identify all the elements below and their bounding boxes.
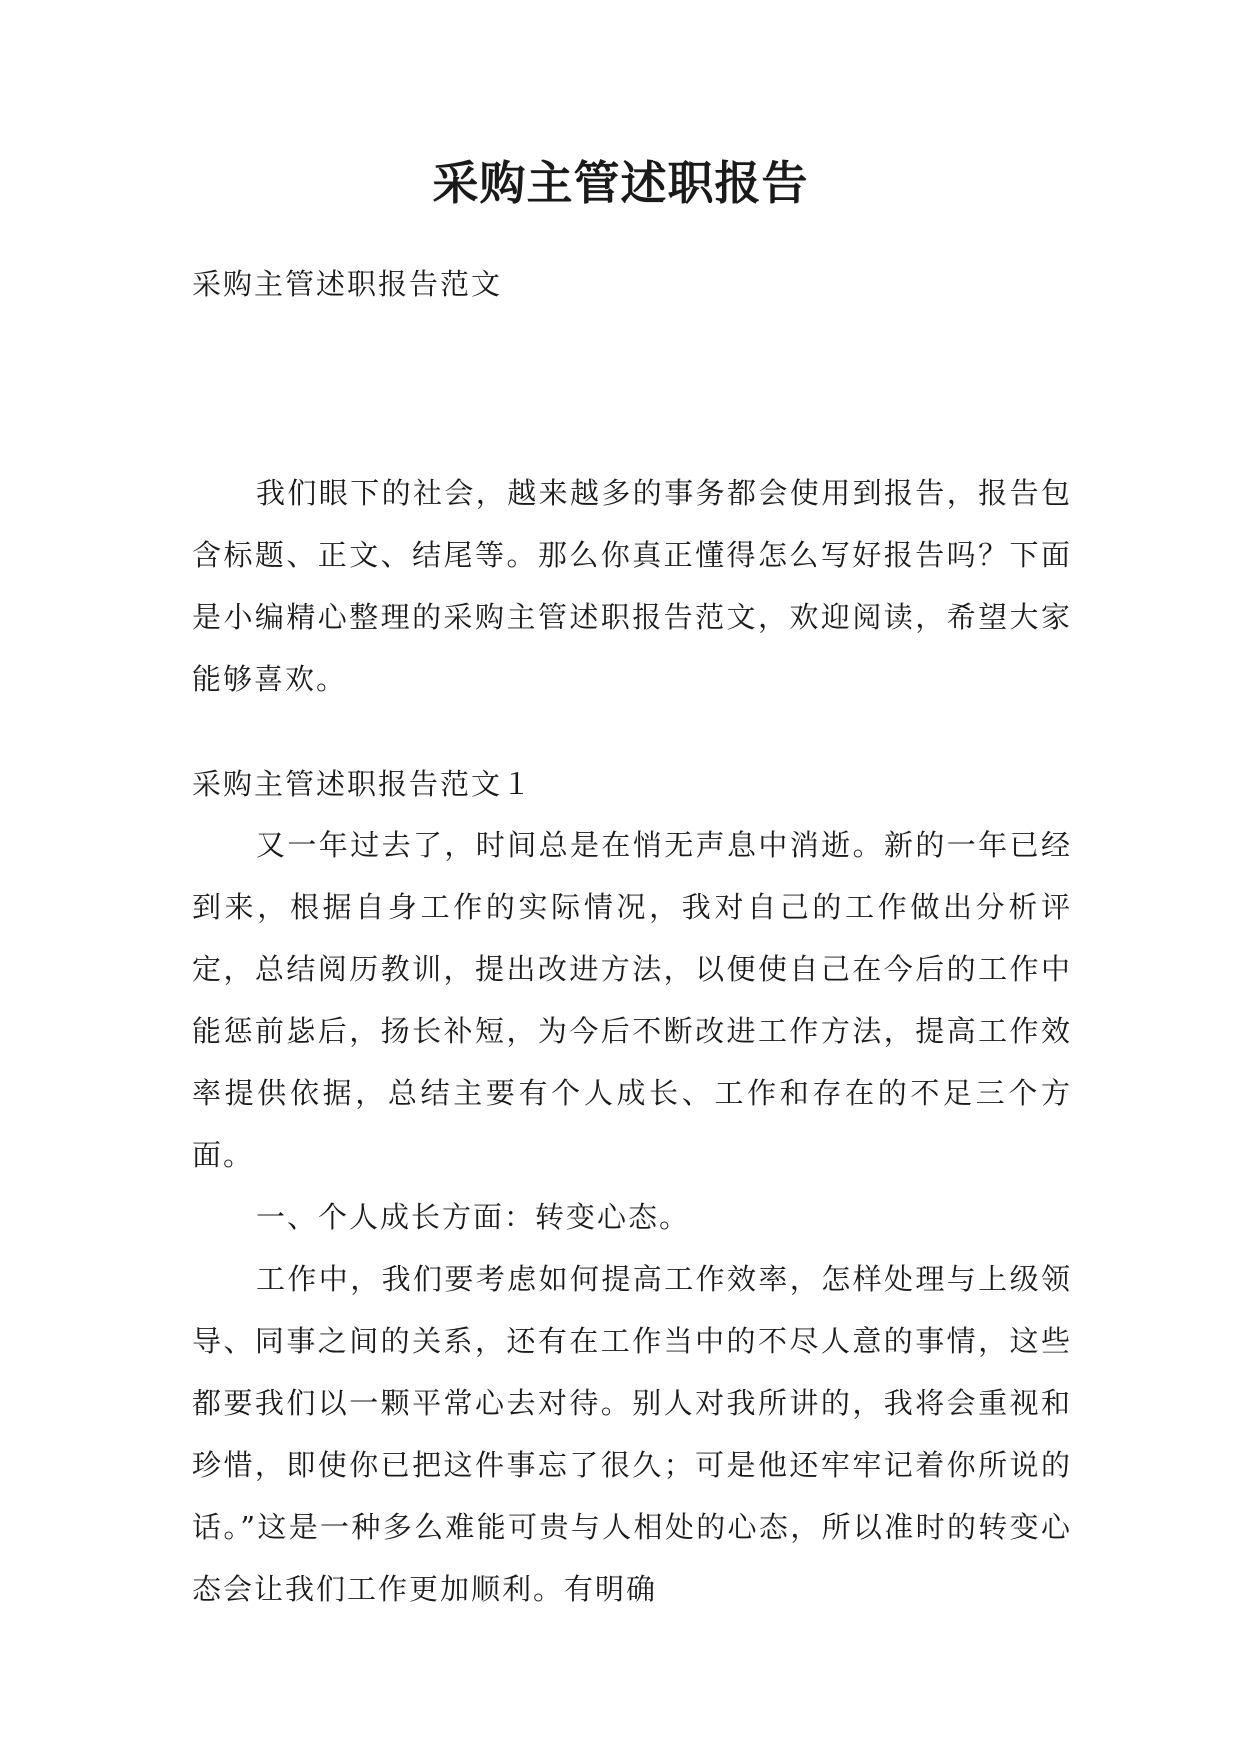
- body-paragraph: 又一年过去了，时间总是在悄无声息中消逝。新的一年已经到来，根据自身工作的实际情况，我对自己的工作做出分析评定，总结阅历教训，提出改进方法，以便使自己在今后的工作中能惩前毖后，扬长补短，为今后不断改进工作方法，提高工作效率提供依据，总结主要有个人成长、工作和存在的不足三个方面。: [192, 828, 1072, 1172]
- section-heading: 采购主管述职报告范文１: [192, 767, 534, 801]
- body-paragraph: 工作中，我们要考虑如何提高工作效率，怎样处理与上级领导、同事之间的关系，还有在工作当中的不尽人意的事情，这些都要我们以一颗平常心去对待。别人对我所讲的，我将会重视和珍惜，即使你已把这件事忘了很久；可是他还牢牢记着你所说的话。”这是一种多么难能可贵与人相处的心态，所以准时的转变心态会让我们工作更加顺利。有明确: [192, 1262, 1072, 1606]
- body-paragraph: 一、个人成长方面：转变心态。: [256, 1200, 691, 1234]
- intro-section: [192, 462, 1072, 710]
- intro-paragraph: 我们眼下的社会，越来越多的事务都会使用到报告，报告包含标题、正文、结尾等。那么你真正懂得怎么写好报告吗？下面是小编精心整理的采购主管述职报告范文，欢迎阅读，希望大家能够喜欢。: [192, 476, 1072, 696]
- document-subtitle: 采购主管述职报告范文: [192, 267, 503, 301]
- section-body: [192, 814, 1072, 1620]
- document-title: 采购主管述职报告: [432, 156, 809, 210]
